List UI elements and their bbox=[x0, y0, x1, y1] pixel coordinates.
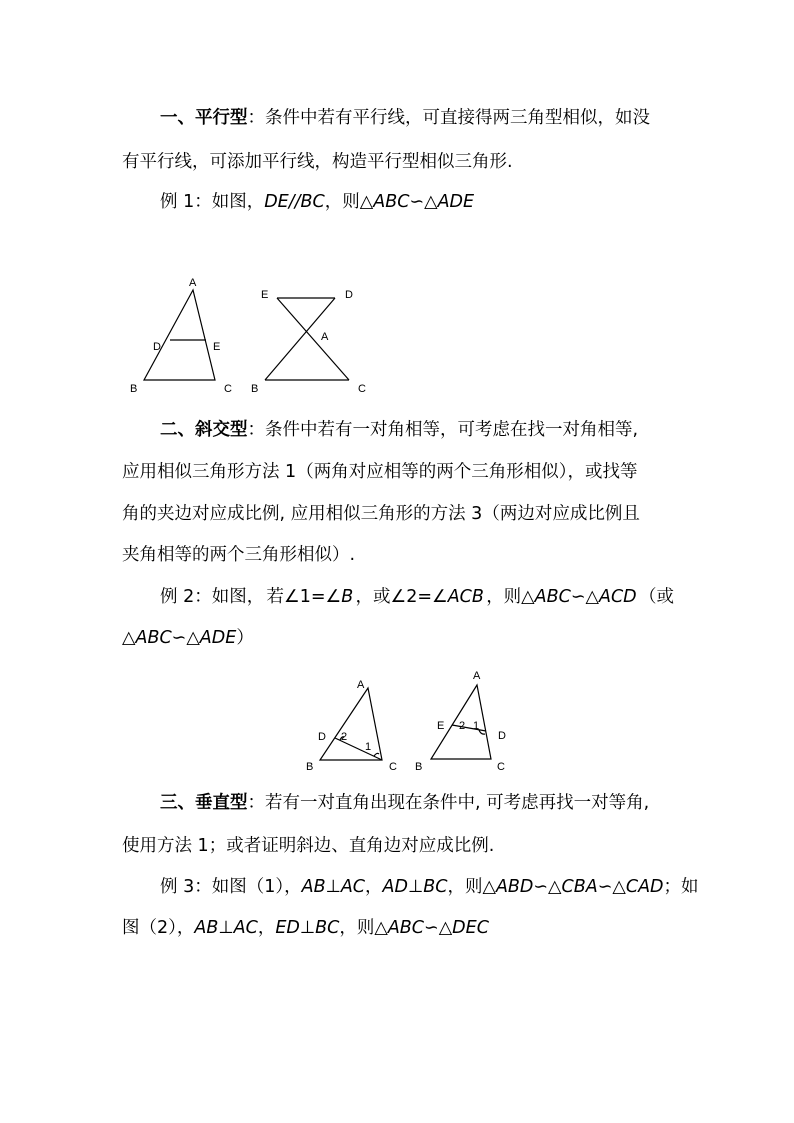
s3-ex-then: ，则△ bbox=[447, 877, 496, 897]
label-D: D bbox=[318, 731, 326, 743]
s2-ex-then: ，则△ bbox=[486, 587, 535, 607]
s2-ex-b: B bbox=[341, 587, 354, 607]
label-C: C bbox=[497, 761, 505, 773]
angle-arc-1 bbox=[374, 753, 379, 756]
s2-ex-cond1 bbox=[267, 583, 354, 611]
s2-ex-acb: ACB bbox=[447, 587, 484, 607]
s3-ex-t3: CAD bbox=[625, 877, 664, 897]
label-1: 1 bbox=[365, 741, 372, 753]
s2-example-line2 bbox=[122, 624, 674, 652]
triangle-abc bbox=[144, 290, 215, 380]
s3-ex-t2: CBA bbox=[561, 877, 598, 897]
segment-ec bbox=[277, 298, 349, 380]
label-1: 1 bbox=[473, 720, 480, 732]
s1-ex-sim: ∽△ bbox=[409, 192, 438, 212]
s2-ex-t1: ABC bbox=[534, 587, 571, 607]
s2-example-line1 bbox=[160, 583, 674, 611]
s3-ex-perp1: ⊥ bbox=[325, 877, 341, 897]
label-D: D bbox=[153, 341, 161, 353]
s3-ex2-bc: BC bbox=[315, 918, 340, 938]
figure-1-right bbox=[245, 280, 385, 400]
s3-ex-bc: BC bbox=[423, 877, 448, 897]
s1-ex-sep: ，则△ bbox=[324, 192, 374, 212]
s3-ex-sim2: ∽△ bbox=[597, 877, 626, 897]
label-B: B bbox=[415, 761, 423, 773]
s2-ex-cond2 bbox=[356, 583, 484, 611]
s3-ex-end: ；如 bbox=[663, 877, 699, 897]
s1-line2: 有平行线，可添加平行线，构造平行型相似三角形. bbox=[122, 152, 513, 172]
s3-heading: 三、垂直型 bbox=[160, 793, 248, 813]
label-C: C bbox=[358, 383, 366, 395]
s2-ex-angle1: 若∠1=∠ bbox=[266, 587, 342, 607]
s3-ex-sim1: ∽△ bbox=[533, 877, 562, 897]
s3-ex2-perp1: ⊥ bbox=[218, 918, 234, 938]
label-C: C bbox=[224, 383, 232, 395]
s3-ex2-sep: ， bbox=[257, 918, 276, 938]
s3-ex-t1: ABD bbox=[495, 877, 534, 897]
s2-ex-prefix: 例 2：如图， bbox=[160, 587, 265, 607]
s2-ex-angle2: ，或∠2=∠ bbox=[355, 587, 448, 607]
s3-example-line2 bbox=[122, 914, 674, 942]
triangle-abc bbox=[320, 688, 382, 760]
s3-example-line1 bbox=[160, 873, 699, 901]
label-B: B bbox=[130, 383, 138, 395]
s3-ex-ad: AD bbox=[382, 877, 408, 897]
s2-ex-t2: ACD bbox=[598, 587, 637, 607]
s3-line1 bbox=[160, 789, 674, 817]
label-A: A bbox=[321, 331, 329, 343]
s2-ex2-tri: △ bbox=[122, 628, 136, 648]
s1-line1 bbox=[160, 104, 674, 132]
s2-line2: 应用相似三角形方法 1（两角对应相等的两个三角形相似），或找等 bbox=[122, 462, 638, 482]
s3-ex2-ac: AC bbox=[233, 918, 258, 938]
s2-line4: 夹角相等的两个三角形相似）. bbox=[122, 545, 356, 565]
s1-example bbox=[160, 188, 674, 216]
s2-ex2-end: ） bbox=[236, 628, 254, 648]
s2-ex2-sim: ∽△ bbox=[171, 628, 200, 648]
s1-ex-t1: ABC bbox=[373, 192, 410, 212]
s1-ex-t2: ADE bbox=[437, 192, 475, 212]
s1-ex-cond: DE//BC bbox=[264, 192, 325, 212]
label-2: 2 bbox=[459, 720, 466, 732]
label-C: C bbox=[389, 761, 397, 773]
label-2: 2 bbox=[341, 731, 348, 743]
s3-ex2-then: ，则△ bbox=[339, 918, 388, 938]
s2-ex2-t2: ADE bbox=[199, 628, 237, 648]
s2-heading: 二、斜交型 bbox=[160, 420, 248, 440]
s1-ex-prefix: 例 1：如图， bbox=[160, 192, 265, 212]
s3-ex-prefix: 例 3：如图（1）， bbox=[160, 877, 302, 897]
label-A: A bbox=[357, 679, 365, 691]
s3-line1-text: ：若有一对直角出现在条件中, 可考虑再找一对等角, bbox=[247, 793, 650, 813]
label-E: E bbox=[261, 289, 269, 301]
s3-ex2-perp2: ⊥ bbox=[299, 918, 316, 938]
s3-ex2-ed: ED bbox=[275, 918, 300, 938]
label-D: D bbox=[345, 289, 353, 301]
figure-2-left bbox=[300, 670, 423, 780]
s3-ex2-ab: AB bbox=[194, 918, 219, 938]
figure-1-left bbox=[120, 270, 250, 400]
s2-ex2-t1: ABC bbox=[135, 628, 172, 648]
figure-2-right bbox=[415, 665, 535, 780]
label-B: B bbox=[251, 383, 259, 395]
label-B: B bbox=[306, 761, 314, 773]
s1-line1-text: ：条件中若有平行线，可直接得两三角型相似，如没 bbox=[247, 108, 650, 128]
segment-ed bbox=[452, 725, 486, 731]
s3-line2: 使用方法 1；或者证明斜边、直角边对应成比例. bbox=[122, 836, 495, 856]
label-D: D bbox=[498, 730, 506, 742]
s3-ex2-prefix: 图（2）， bbox=[122, 918, 195, 938]
s2-ex-concl bbox=[486, 583, 636, 611]
s2-ex-sim: ∽△ bbox=[570, 587, 599, 607]
s3-ex-ac: AC bbox=[340, 877, 366, 897]
s3-ex-sep: ， bbox=[365, 877, 383, 897]
s2-line1 bbox=[160, 416, 674, 444]
label-E: E bbox=[437, 720, 445, 732]
s2-line3: 角的夹边对应成比例, 应用相似三角形的方法 3（两边对应成比例且 bbox=[122, 504, 640, 524]
s3-ex-perp2: ⊥ bbox=[407, 877, 424, 897]
s3-ex2-t1: ABC bbox=[387, 918, 425, 938]
s2-ex-or: （或 bbox=[638, 587, 674, 607]
label-A: A bbox=[189, 277, 197, 289]
s3-ex2-t2: DEC bbox=[452, 918, 489, 938]
label-A: A bbox=[473, 670, 481, 682]
s3-ex-ab: AB bbox=[301, 877, 326, 897]
s2-line1-text: ：条件中若有一对角相等，可考虑在找一对角相等, bbox=[247, 420, 639, 440]
label-E: E bbox=[213, 341, 221, 353]
s1-heading: 一、平行型 bbox=[160, 108, 248, 128]
s3-ex2-sim: ∽△ bbox=[424, 918, 453, 938]
